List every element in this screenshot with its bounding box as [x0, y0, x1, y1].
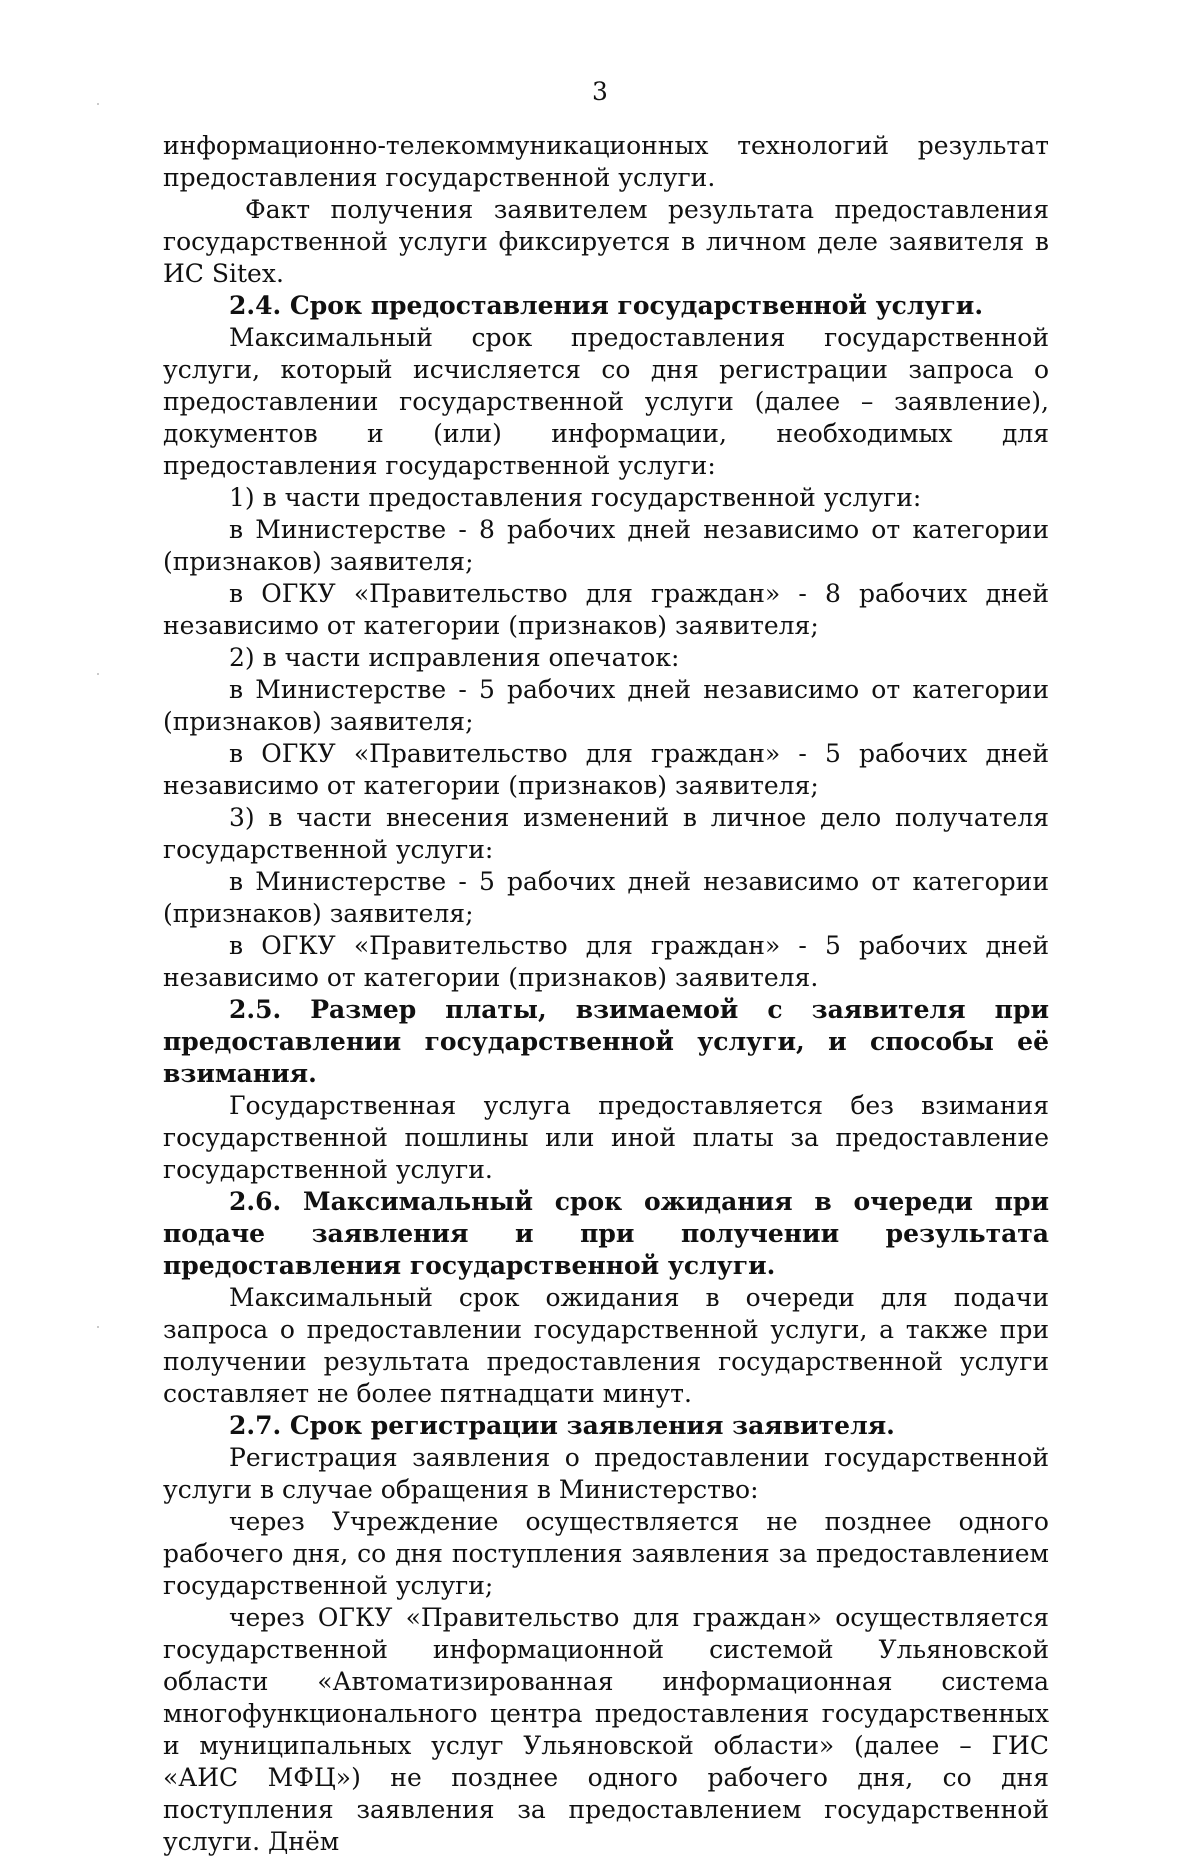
scan-speck	[97, 103, 99, 105]
scan-speck	[97, 1326, 99, 1328]
paragraph: Максимальный срок предоставления государственной услуги, который исчисляется со дня регистрации запроса о предоставлении государственной услуги (далее – заявление), документов и (или) информации, необходимых для предоставления государственной услуги:	[163, 323, 1049, 480]
paragraph: 3) в части внесения изменений в личное дело получателя государственной услуги:	[163, 803, 1049, 864]
paragraph: 1) в части предоставления государственной услуги:	[229, 483, 922, 512]
paragraph: Факт получения заявителем результата предоставления государственной услуги фиксируется в личном деле заявителя в ИС Sitex.	[163, 195, 1049, 288]
page-number: 3	[592, 77, 608, 106]
section-heading: 2.7. Срок регистрации заявления заявителя.	[229, 1411, 895, 1440]
paragraph: в Министерстве - 5 рабочих дней независимо от категории (признаков) заявителя;	[163, 675, 1049, 736]
section-heading: 2.6. Максимальный срок ожидания в очереди при подаче заявления и при получении результата предоставления государственной услуги.	[163, 1187, 1049, 1280]
paragraph: в ОГКУ «Правительство для граждан» - 5 рабочих дней независимо от категории (признаков) заявителя.	[163, 931, 1049, 992]
paragraph: Регистрация заявления о предоставлении государственной услуги в случае обращения в Министерство:	[163, 1443, 1049, 1504]
paragraph: Максимальный срок ожидания в очереди для подачи запроса о предоставлении государственной услуги, а также при получении результата предоставления государственной услуги составляет не более пятнадцати минут.	[163, 1283, 1049, 1408]
paragraph: в ОГКУ «Правительство для граждан» - 5 рабочих дней независимо от категории (признаков) заявителя;	[163, 739, 1049, 800]
document-body	[163, 130, 1049, 1858]
scan-speck	[97, 673, 99, 675]
section-heading: 2.5. Размер платы, взимаемой с заявителя при предоставлении государственной услуги, и способы её взимания.	[163, 995, 1049, 1088]
paragraph: Государственная услуга предоставляется без взимания государственной пошлины или иной платы за предоставление государственной услуги.	[163, 1091, 1049, 1184]
paragraph: в Министерстве - 5 рабочих дней независимо от категории (признаков) заявителя;	[163, 867, 1049, 928]
paragraph: через Учреждение осуществляется не позднее одного рабочего дня, со дня поступления заявления за предоставлением государственной услуги;	[163, 1507, 1049, 1600]
paragraph: в Министерстве - 8 рабочих дней независимо от категории (признаков) заявителя;	[163, 515, 1049, 576]
paragraph: в ОГКУ «Правительство для граждан» - 8 рабочих дней независимо от категории (признаков) заявителя;	[163, 579, 1049, 640]
paragraph: информационно-телекоммуникационных технологий результат предоставления государственной услуги.	[163, 131, 1049, 192]
paragraph: 2) в части исправления опечаток:	[229, 643, 680, 672]
section-heading: 2.4. Срок предоставления государственной услуги.	[229, 291, 984, 320]
paragraph: через ОГКУ «Правительство для граждан» осуществляется государственной информационной системой Ульяновской области «Автоматизированная информационная система многофункционального центра предоставления государственных и муниципальных услуг Ульяновской области» (далее – ГИС «АИС МФЦ») не позднее одного рабочего дня, со дня поступления заявления за предоставлением государственной услуги. Днём	[163, 1603, 1049, 1856]
